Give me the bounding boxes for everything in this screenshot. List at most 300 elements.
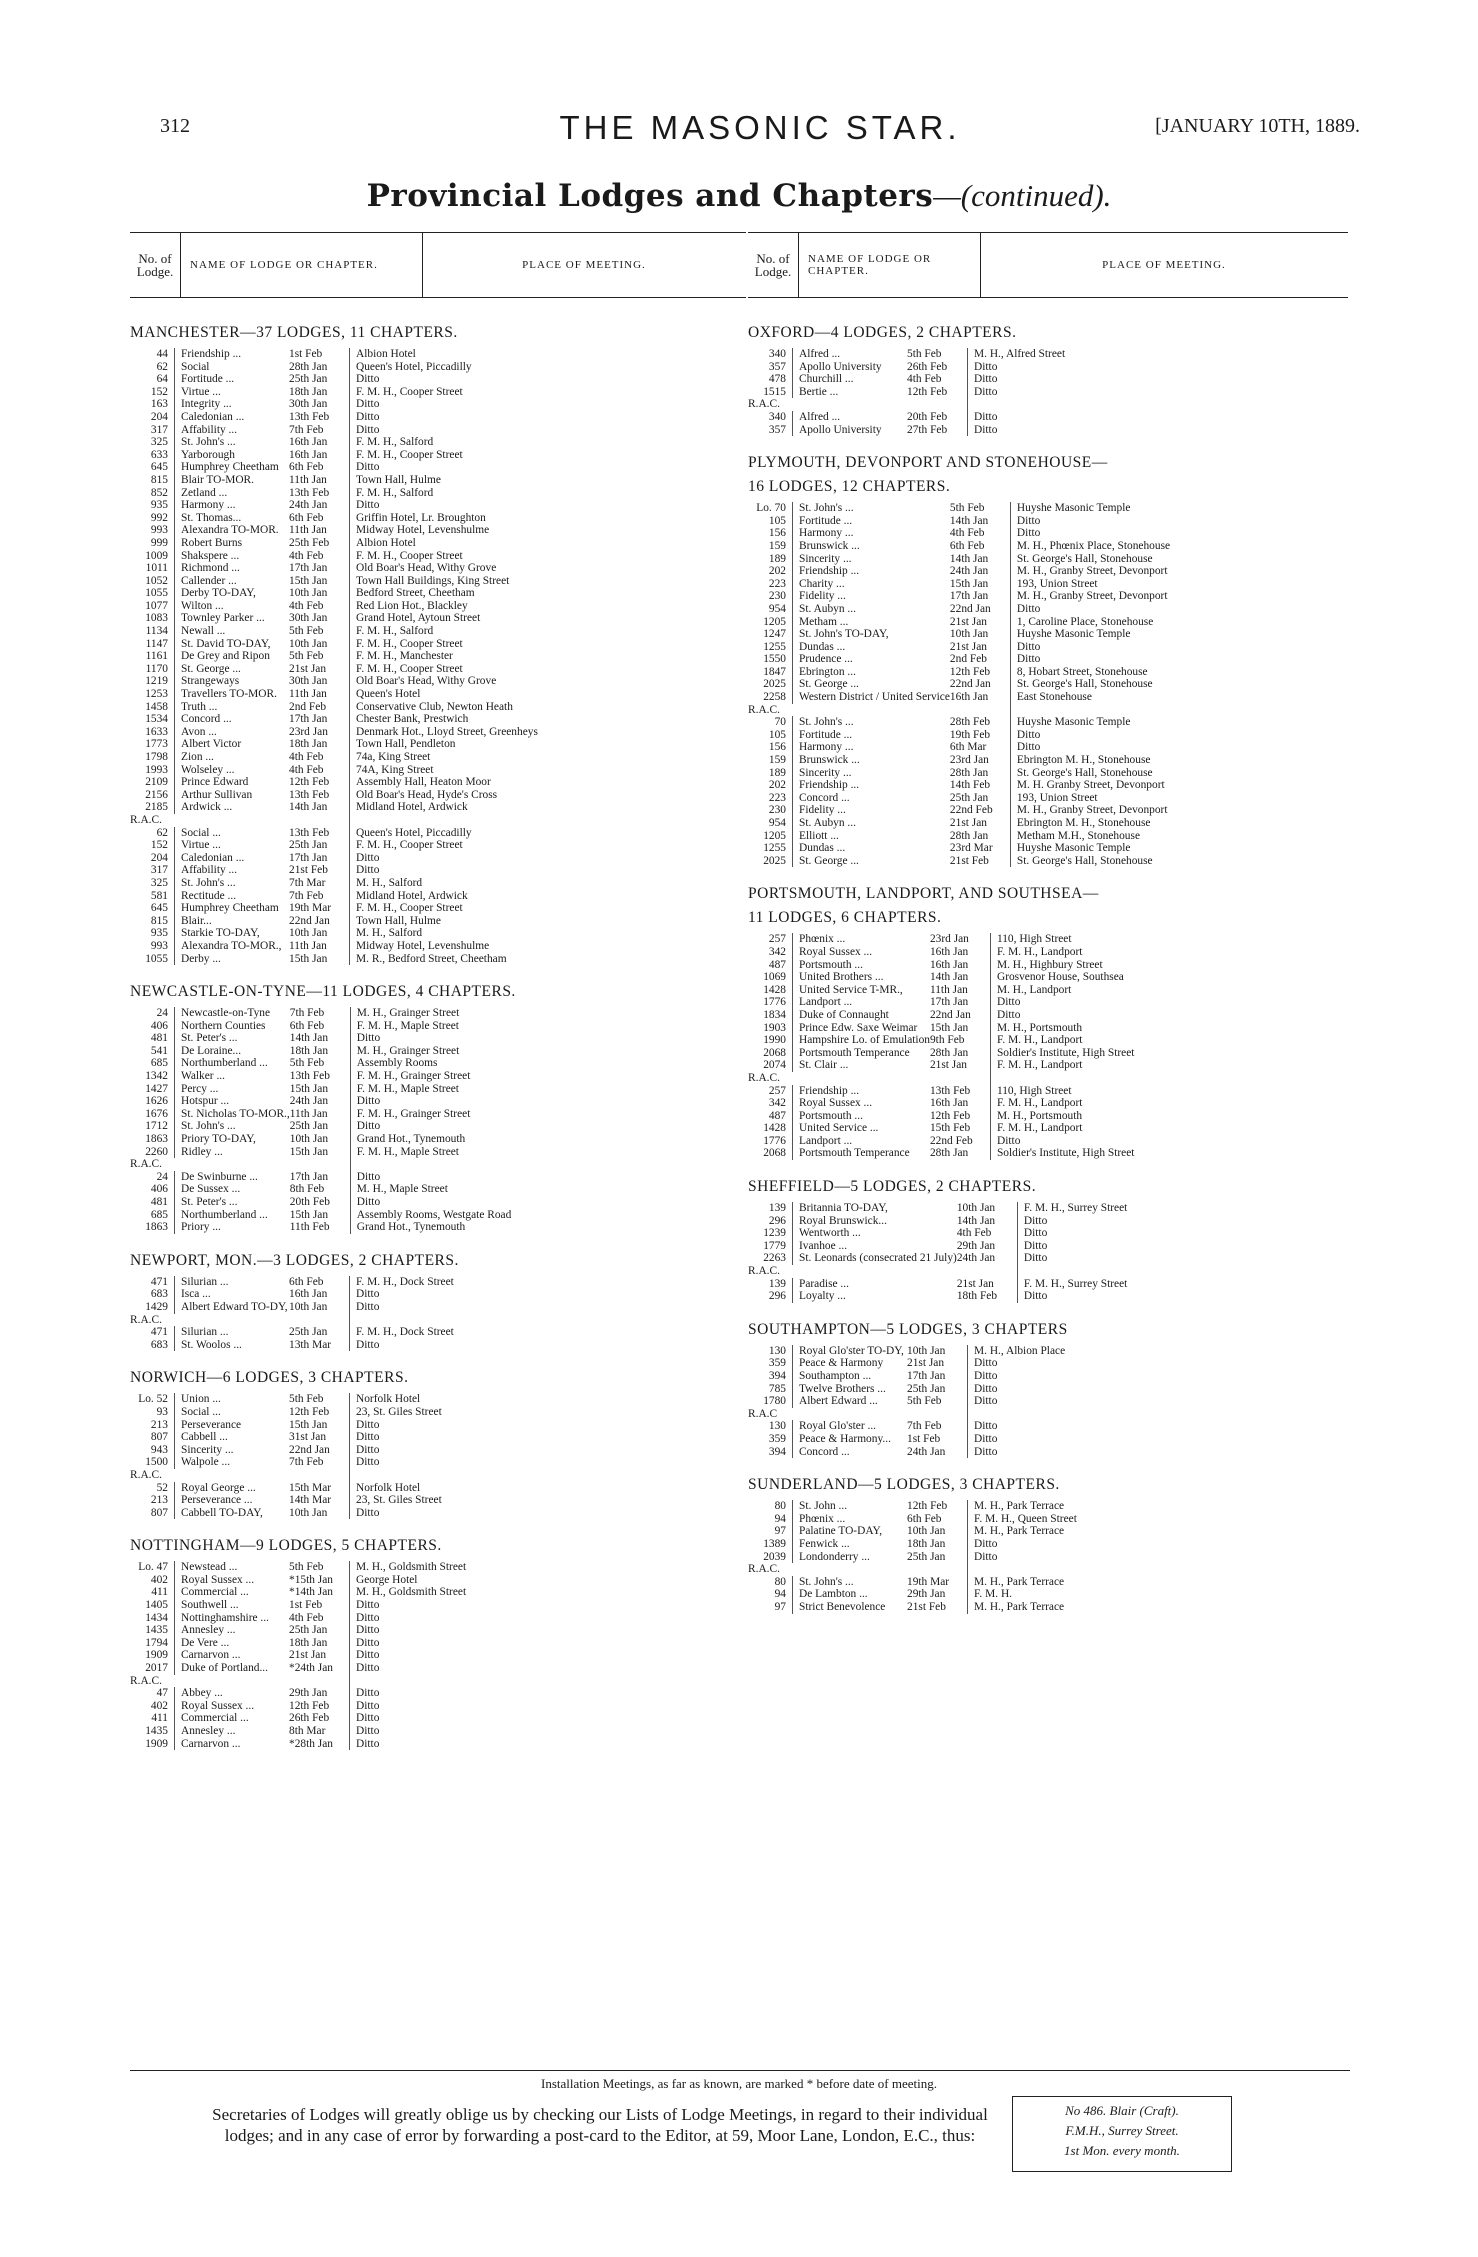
table-row [130, 1057, 657, 1070]
meeting-place [990, 1072, 1297, 1085]
lodge-name [175, 1469, 290, 1482]
meeting-date: 5th Feb [907, 1395, 968, 1408]
lodge-number: 1435 [130, 1725, 175, 1738]
meeting-place: Assembly Rooms, Westgate Road [356, 1208, 512, 1221]
lodge-number: 64 [130, 373, 175, 386]
lodge-number: 2185 [130, 801, 175, 814]
lodge-name: St. Aubyn ... [799, 602, 856, 615]
meeting-place: Griffin Hotel, Lr. Broughton [356, 511, 486, 524]
meeting-date: 12th Feb [930, 1110, 991, 1123]
table-row [130, 1687, 656, 1700]
lodge-name: Humphrey Cheetham [181, 461, 279, 474]
meeting-place: Ditto [356, 1196, 381, 1208]
lodge-name: Twelve Brothers ... [799, 1382, 886, 1395]
table-row [130, 751, 656, 764]
meeting-place: Bedford Street, Cheetham [356, 587, 475, 600]
table-row [130, 1712, 656, 1725]
lodge-number: 156 [748, 527, 793, 540]
lodge-number: 317 [130, 864, 175, 877]
meeting-place: M. H., Goldsmith Street [356, 1561, 467, 1574]
lodge-name: Royal George ... [181, 1481, 256, 1494]
lodge-name: Yarborough [181, 448, 235, 461]
table-row [130, 1276, 656, 1289]
lodge-number: 1405 [130, 1599, 175, 1612]
meeting-date: 2nd Feb [950, 653, 1011, 666]
meeting-place: Ebrington M. H., Stonehouse [1016, 754, 1151, 767]
town-heading: NEWPORT, MON.—3 LODGES, 2 CHAPTERS. [130, 1251, 459, 1269]
meeting-place: 8, Hobart Street, Stonehouse [1016, 665, 1148, 678]
lodge-number: 2039 [748, 1551, 793, 1564]
table-row [130, 902, 656, 915]
meeting-place: Ditto [356, 1288, 380, 1301]
lodge-name: Dundas ... [799, 842, 846, 855]
table-row [130, 1288, 656, 1301]
meeting-place: Ditto [356, 1649, 380, 1662]
lodge-name: Humphrey Cheetham [181, 902, 279, 915]
lodge-number: 1239 [748, 1227, 793, 1240]
lodge-name: Rectitude ... [181, 889, 237, 902]
meeting-date: 17th Jan [290, 1171, 351, 1184]
lodge-name: Ridley ... [181, 1145, 223, 1158]
meeting-date: 10th Jan [950, 628, 1011, 641]
table-row [748, 959, 1297, 972]
lodge-name: Strict Benevolence [799, 1600, 886, 1613]
meeting-date: 7th Feb [289, 424, 350, 437]
meeting-place: F. M. H., Maple Street [356, 1019, 459, 1032]
lodge-number: 481 [130, 1196, 175, 1209]
meeting-place: Ditto [356, 1431, 380, 1444]
table-row [748, 616, 1317, 629]
meeting-place: Ditto [356, 1699, 380, 1712]
lodge-table [748, 348, 1274, 436]
meeting-date: 22nd Jan [289, 915, 350, 928]
lodge-number: 2025 [748, 678, 793, 691]
town-heading: PLYMOUTH, DEVONPORT AND STONEHOUSE— [748, 454, 1108, 472]
meeting-place: Town Hall Buildings, King Street [356, 574, 510, 587]
meeting-date: 14th Jan [289, 801, 350, 814]
lodge-number: 993 [130, 940, 175, 953]
meeting-date: 18th Feb [957, 1290, 1018, 1303]
lodge-number: 156 [748, 741, 793, 754]
lodge-name: St. Peter's ... [181, 1032, 238, 1045]
lodge-name: Prince Edward [181, 776, 249, 789]
meeting-place: Midland Hotel, Ardwick [356, 801, 468, 814]
sample-line-3: 1st Mon. every month. [1064, 2143, 1180, 2158]
lodge-number: 202 [748, 779, 793, 792]
town-subheading: 11 LODGES, 6 CHAPTERS. [748, 909, 942, 927]
table-row [748, 1538, 1274, 1551]
lodge-table [130, 1007, 657, 1234]
meeting-place: M. H., Portsmouth [996, 1109, 1083, 1122]
meeting-date: 21st Jan [930, 1059, 991, 1072]
meeting-place: Norfolk Hotel [356, 1393, 421, 1406]
meeting-date: 24th Jan [289, 499, 350, 512]
postcard-sample [1012, 2096, 1232, 2172]
meeting-date: 28th Jan [950, 767, 1011, 780]
lodge-table [130, 348, 656, 965]
meeting-place: Ditto [1023, 1239, 1048, 1252]
lodge-number: R.A.C. [130, 1674, 162, 1687]
table-row [130, 764, 656, 777]
meeting-date: 6th Feb [950, 540, 1011, 553]
meeting-place [1017, 1265, 1324, 1278]
town-heading: NORWICH—6 LODGES, 3 CHAPTERS. [130, 1369, 409, 1387]
table-row [130, 348, 656, 361]
lodge-number: 296 [748, 1290, 793, 1303]
meeting-date: 22nd Jan [930, 1009, 991, 1022]
lodge-number: 152 [130, 839, 175, 852]
meeting-place: F. M. H., Salford [356, 625, 434, 638]
lodge-name: St. Clair ... [799, 1059, 849, 1072]
meeting-date: 17th Jan [289, 562, 350, 575]
table-row [130, 789, 656, 802]
meeting-date: 30th Jan [289, 612, 350, 625]
table-row [130, 1171, 657, 1184]
lodge-number: 1909 [130, 1649, 175, 1662]
table-row [130, 688, 656, 701]
lodge-name: Brunswick ... [799, 754, 860, 767]
lodge-name [175, 1158, 290, 1171]
lodge-number: 1077 [130, 600, 175, 613]
lodge-table [130, 1276, 656, 1352]
lodge-name: Shakspere ... [181, 549, 240, 562]
meeting-place: F. M. H., Surrey Street [1023, 1277, 1128, 1290]
town-heading: NEWCASTLE-ON-TYNE—11 LODGES, 4 CHAPTERS. [130, 983, 516, 1001]
lodge-name: Fidelity ... [799, 590, 846, 603]
lodge-number: 1780 [748, 1395, 793, 1408]
lodge-name: Walpole ... [181, 1456, 231, 1469]
table-row [748, 767, 1317, 780]
meeting-date [957, 1265, 1018, 1278]
meeting-date: 14th Jan [930, 971, 991, 984]
lodge-name: Fortitude ... [181, 373, 235, 386]
lodge-name: Richmond ... [181, 562, 240, 575]
table-row [130, 1662, 656, 1675]
lodge-number: 478 [748, 373, 793, 386]
lodge-number: 402 [130, 1574, 175, 1587]
meeting-date: 25th Jan [289, 1624, 350, 1637]
table-row [130, 1469, 656, 1482]
lodge-number: 471 [130, 1326, 175, 1339]
meeting-date: 18th Jan [907, 1538, 968, 1551]
table-row [130, 839, 656, 852]
lodge-name: Albert Edward TO-DY, [181, 1300, 288, 1313]
table-row [130, 1083, 657, 1096]
meeting-date: 11th Jan [290, 1108, 351, 1121]
table-row [130, 1738, 656, 1751]
meeting-date: 13th Feb [930, 1085, 991, 1098]
lodge-number: 1633 [130, 726, 175, 739]
table-row [748, 641, 1317, 654]
table-row [130, 852, 656, 865]
meeting-place: Ditto [1023, 1252, 1048, 1265]
meeting-place: Midway Hotel, Levenshulme [356, 524, 490, 537]
lodge-name: Caledonian ... [181, 851, 245, 864]
lodge-name: St. Woolos ... [181, 1338, 242, 1351]
meeting-date: 25th Jan [289, 373, 350, 386]
table-row [130, 524, 656, 537]
meeting-place: F. M. H., Grainger Street [356, 1107, 471, 1120]
lodge-number: R.A.C. [130, 1468, 162, 1481]
lodge-number: 1676 [130, 1108, 175, 1121]
lodge-name: Perseverance [181, 1418, 242, 1431]
lodge-number: 94 [748, 1513, 793, 1526]
lodge-number: 633 [130, 449, 175, 462]
col-head-no: No. of Lodge. [748, 233, 799, 297]
lodge-number: 1427 [130, 1083, 175, 1096]
lodge-number: 24 [130, 1171, 175, 1184]
meeting-place: Ditto [1016, 602, 1041, 615]
lodge-name: Perseverance ... [181, 1494, 253, 1507]
meeting-date: 4th Feb [289, 550, 350, 563]
meeting-date: 12th Feb [907, 386, 968, 399]
meeting-place: Ditto [356, 1032, 381, 1045]
lodge-name: Harmony ... [799, 741, 854, 754]
meeting-place: F. M. H., Maple Street [356, 1145, 459, 1158]
meeting-date: 30th Jan [289, 675, 350, 688]
town-heading: SOUTHAMPTON—5 LODGES, 3 CHAPTERS [748, 1320, 1068, 1338]
lodge-number: 1712 [130, 1120, 175, 1133]
meeting-place: 193, Union Street [1016, 791, 1098, 804]
meeting-place: Ditto [1016, 514, 1041, 527]
table-row [130, 1574, 656, 1587]
section-title-suffix: —(continued). [933, 178, 1112, 213]
meeting-date: 15th Jan [289, 953, 350, 966]
meeting-date: 1st Feb [289, 348, 350, 361]
lodge-name: Paradise ... [799, 1277, 849, 1290]
lodge-name: St. John's ... [799, 502, 854, 515]
meeting-date: 31st Jan [289, 1431, 350, 1444]
meeting-date: 2nd Feb [289, 701, 350, 714]
lodge-name: Brunswick ... [799, 539, 860, 552]
meeting-date: 4th Feb [907, 373, 968, 386]
meeting-place: Ditto [356, 1170, 381, 1183]
table-row [130, 663, 656, 676]
meeting-place: Assembly Rooms [356, 1057, 438, 1070]
lodge-name: Sincerity ... [181, 1443, 234, 1456]
meeting-date: *28th Jan [289, 1738, 350, 1751]
table-row [130, 1095, 657, 1108]
lodge-name: St. John's ... [181, 876, 236, 889]
lodge-name: St. John's ... [799, 716, 854, 729]
lodge-number: 2017 [130, 1662, 175, 1675]
lodge-name: Harmony ... [181, 499, 236, 512]
lodge-number: 24 [130, 1007, 175, 1020]
table-row [748, 971, 1297, 984]
lodge-name: St. John's ... [181, 436, 236, 449]
lodge-name: Friendship ... [799, 1084, 860, 1097]
lodge-number: 645 [130, 461, 175, 474]
meeting-date: 9th Feb [930, 1034, 991, 1047]
meeting-date: 15th Jan [289, 575, 350, 588]
meeting-place: F. M. H., Cooper Street [356, 385, 463, 398]
lodge-number: 230 [748, 804, 793, 817]
meeting-place: Ditto [974, 1395, 998, 1408]
lodge-name: Newstead ... [181, 1561, 238, 1574]
table-row [130, 953, 656, 966]
lodge-name: Portsmouth ... [799, 1109, 863, 1122]
lodge-name: Northumberland ... [181, 1057, 268, 1070]
table-row [748, 1047, 1297, 1060]
lodge-number: 411 [130, 1586, 175, 1599]
table-row [748, 1072, 1297, 1085]
table-row [748, 1588, 1274, 1601]
meeting-place: Soldier's Institute, High Street [996, 1046, 1135, 1059]
lodge-name: Walker ... [181, 1070, 225, 1083]
table-row [130, 915, 656, 928]
lodge-number: 683 [130, 1288, 175, 1301]
lodge-number: 1052 [130, 575, 175, 588]
table-row [748, 792, 1317, 805]
meeting-place: F. M. H., Cooper Street [356, 902, 463, 915]
sample-line-2: F.M.H., Surrey Street. [1065, 2123, 1179, 2138]
meeting-place: 110, High Street [996, 1084, 1072, 1097]
lodge-number: 2260 [130, 1146, 175, 1159]
meeting-place: Ditto [356, 1120, 381, 1133]
lodge-number: 223 [748, 578, 793, 591]
meeting-date: 10th Jan [289, 638, 350, 651]
lodge-name: Commercial ... [181, 1712, 249, 1725]
lodge-number: 1534 [130, 713, 175, 726]
lodge-name: Priory TO-DAY, [181, 1133, 256, 1146]
meeting-place: Ditto [356, 1506, 380, 1519]
lodge-number: 189 [748, 767, 793, 780]
lodge-name: Peace & Harmony [799, 1357, 884, 1370]
meeting-place: Ditto [1016, 640, 1041, 653]
lodge-number: 1055 [130, 953, 175, 966]
lodge-number: 139 [748, 1202, 793, 1215]
table-row [130, 625, 656, 638]
lodge-name: St. John's TO-DAY, [799, 628, 889, 641]
meeting-date: 10th Jan [907, 1525, 968, 1538]
meeting-place: F. M. H., Dock Street [356, 1275, 454, 1288]
lodge-name: Royal Sussex ... [799, 945, 873, 958]
table-row [130, 386, 656, 399]
meeting-place: St. George's Hall, Stonehouse [1016, 552, 1153, 565]
lodge-name: St. John ... [799, 1500, 848, 1513]
meeting-place: M. H., Landport [996, 983, 1072, 996]
lodge-name: Townley Parker ... [181, 612, 265, 625]
meeting-date: 22nd Feb [950, 804, 1011, 817]
meeting-place: M. R., Bedford Street, Cheetham [356, 952, 507, 965]
meeting-place: Huyshe Masonic Temple [1016, 628, 1131, 641]
table-row [748, 1252, 1324, 1265]
table-row [130, 1020, 657, 1033]
table-row [130, 449, 656, 462]
meeting-date: 25th Jan [289, 839, 350, 852]
table-row [130, 1326, 656, 1339]
meeting-place: M. H., Goldsmith Street [356, 1586, 467, 1599]
meeting-date [289, 814, 350, 827]
meeting-place: F. M. H., Cooper Street [356, 637, 463, 650]
table-row [748, 361, 1274, 374]
column-header [748, 232, 1348, 298]
table-row [130, 1314, 656, 1327]
lodge-number: 359 [748, 1357, 793, 1370]
lodge-number: 406 [130, 1020, 175, 1033]
lodge-name: Peace & Harmony... [799, 1432, 891, 1445]
lodge-name: Starkie TO-DAY, [181, 927, 260, 940]
table-row [130, 1725, 656, 1738]
lodge-name: Carnarvon ... [181, 1649, 241, 1662]
meeting-place: 1, Caroline Place, Stonehouse [1016, 615, 1154, 628]
meeting-date: 15th Feb [930, 1122, 991, 1135]
lodge-name: De Sussex ... [181, 1183, 241, 1196]
col-head-no: No. of Lodge. [130, 233, 181, 297]
lodge-name: Wolseley ... [181, 763, 235, 776]
col-head-place: PLACE OF MEETING. [522, 259, 646, 271]
meeting-place: F. M. H., Cooper Street [356, 662, 463, 675]
meeting-date [907, 398, 968, 411]
lodge-name: Friendship ... [799, 779, 860, 792]
lodge-number: 487 [748, 959, 793, 972]
lodge-number: 105 [748, 729, 793, 742]
table-row [130, 1045, 657, 1058]
lodge-name: St. George ... [799, 854, 859, 867]
lodge-number: 1009 [130, 550, 175, 563]
page-number: 312 [160, 115, 190, 137]
meeting-place [968, 398, 1275, 411]
table-row [748, 1513, 1274, 1526]
table-row [130, 1507, 656, 1520]
meeting-place: Ditto [356, 398, 380, 411]
meeting-place [350, 1469, 657, 1482]
meeting-place: Assembly Hall, Heaton Moor [356, 776, 491, 789]
meeting-place: Chester Bank, Prestwich [356, 713, 469, 726]
town-heading: MANCHESTER—37 LODGES, 11 CHAPTERS. [130, 324, 458, 341]
meeting-date: 28th Jan [930, 1047, 991, 1060]
lodge-number: 97 [748, 1525, 793, 1538]
lodge-name [175, 1675, 290, 1688]
meeting-date: 10th Jan [289, 927, 350, 940]
table-row [748, 1420, 1274, 1433]
lodge-number: 213 [130, 1494, 175, 1507]
meeting-place: Ditto [356, 851, 380, 864]
meeting-date: 26th Feb [289, 1712, 350, 1725]
lodge-number: 152 [130, 386, 175, 399]
meeting-place: M. H., Grainger Street [356, 1044, 460, 1057]
meeting-date: 4th Feb [289, 1612, 350, 1625]
meeting-date: 25th Jan [290, 1120, 351, 1133]
meeting-date: 21st Jan [907, 1357, 968, 1370]
meeting-place: Ditto [996, 996, 1021, 1009]
meeting-place [350, 1158, 657, 1171]
lodge-number: 1011 [130, 562, 175, 575]
table-row [748, 1110, 1297, 1123]
lodge-name: Sincerity ... [799, 552, 852, 565]
meeting-date: 8th Feb [290, 1183, 351, 1196]
lodge-number: 852 [130, 487, 175, 500]
meeting-place: Soldier's Institute, High Street [996, 1147, 1135, 1160]
table-row [130, 1700, 656, 1713]
lodge-number: 97 [748, 1601, 793, 1614]
meeting-place [350, 814, 657, 827]
lodge-name: Royal Glo'ster ... [799, 1420, 877, 1433]
lodge-name: Churchill ... [799, 373, 854, 386]
lodge-number: 1428 [748, 1122, 793, 1135]
lodge-name [793, 1072, 930, 1085]
lodge-name: Concord ... [181, 713, 232, 726]
lodge-number: 999 [130, 537, 175, 550]
meeting-place: Ditto [974, 1432, 998, 1445]
table-row [748, 578, 1317, 591]
meeting-date: *24th Jan [289, 1662, 350, 1675]
lodge-number: 340 [748, 411, 793, 424]
meeting-date: 6th Feb [289, 461, 350, 474]
meeting-date: 17th Jan [289, 852, 350, 865]
meeting-date: 5th Feb [289, 1393, 350, 1406]
table-row [748, 1202, 1324, 1215]
